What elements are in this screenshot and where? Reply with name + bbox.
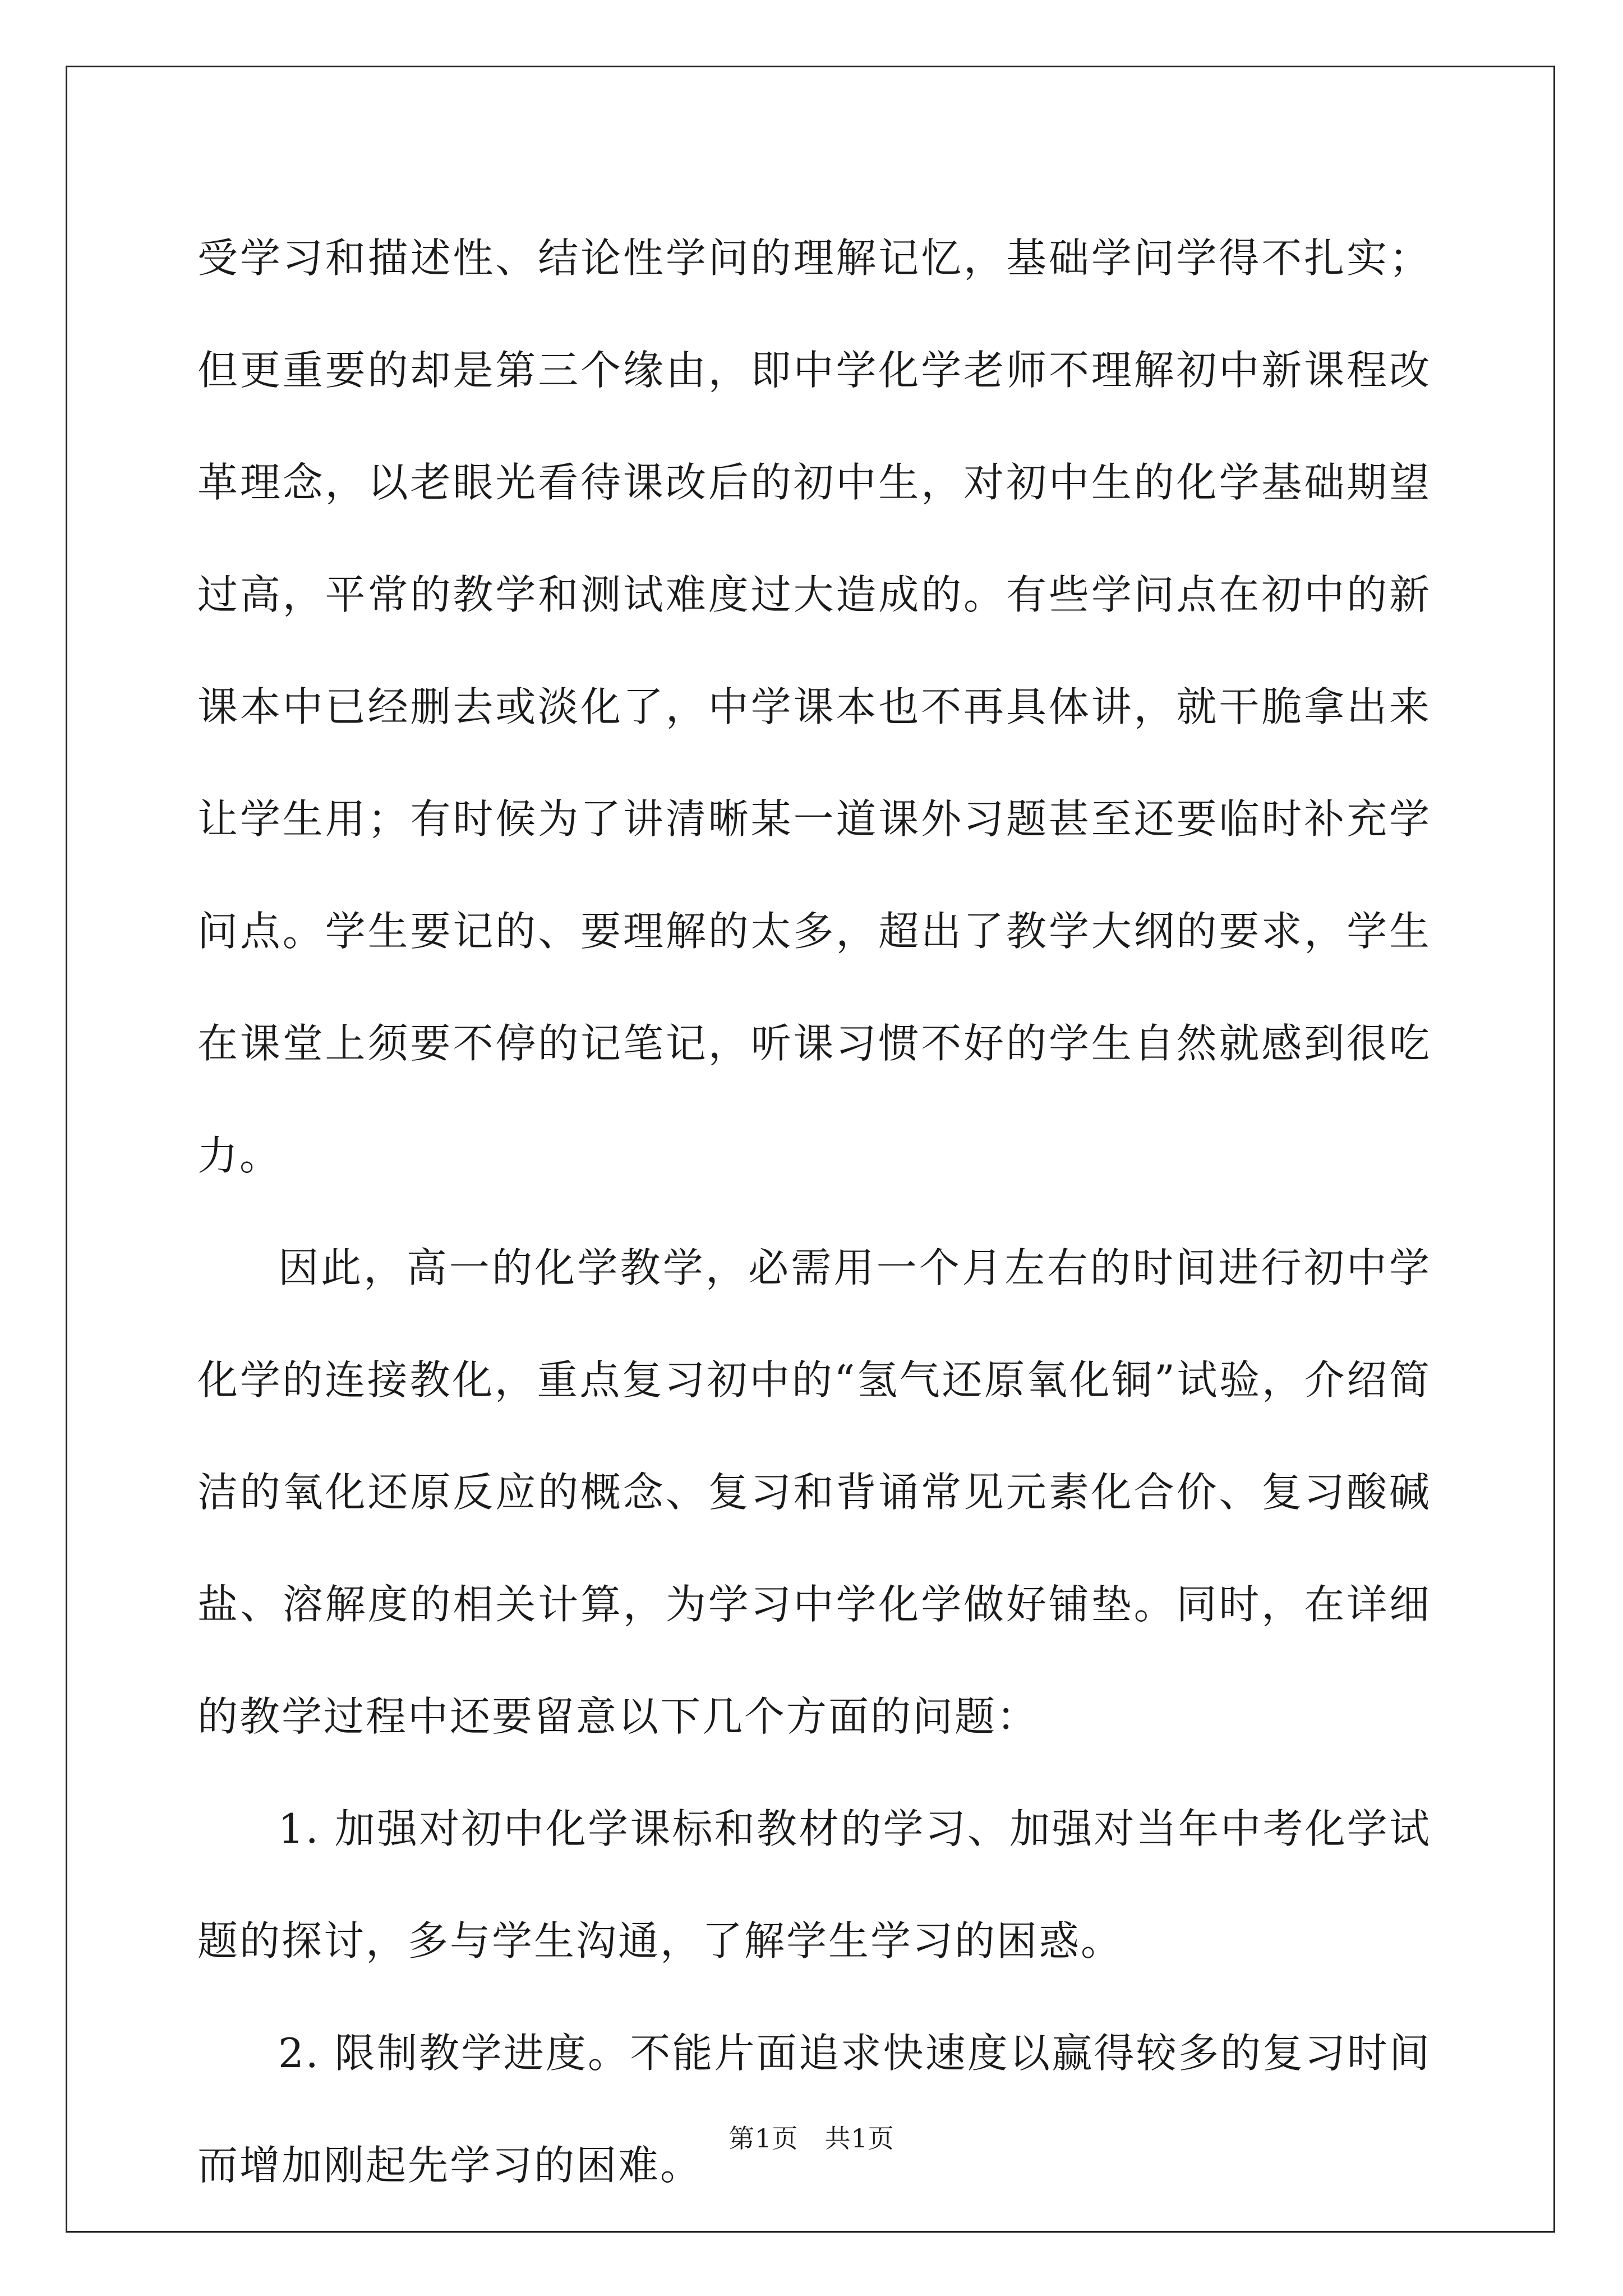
- document-body: [197, 202, 1431, 2221]
- paragraph-3: 1. 加强对初中化学课标和教材的学习、加强对当年中考化学试题的探讨，多与学生沟通，了解学生学习的困惑。: [197, 1805, 1431, 1964]
- paragraph-4: 2. 限制教学进度。不能片面追求快速度以赢得较多的复习时间而增加刚起先学习的困难。: [197, 2030, 1431, 2189]
- page-number-footer: 第1页 共1页: [728, 2123, 895, 2154]
- paragraph-2: 因此，高一的化学教学，必需用一个月左右的时间进行初中学化学的连接教化，重点复习初中的“氢气还原氧化铜”试验，介绍简洁的氧化还原反应的概念、复习和背诵常见元素化合价、复习酸碱盐、溶解度的相关计算，为学习中学化学做好铺垫。同时，在详细的教学过程中还要留意以下几个方面的问题：: [197, 1244, 1431, 1740]
- paragraph-1: 受学习和描述性、结论性学问的理解记忆，基础学问学得不扎实；但更重要的却是第三个缘由，即中学化学老师不理解初中新课程改革理念，以老眼光看待课改后的初中生，对初中生的化学基础期望过高，平常的教学和测试难度过大造成的。有些学问点在初中的新课本中已经删去或淡化了，中学课本也不再具体讲，就干脆拿出来让学生用；有时候为了讲清晰某一道课外习题甚至还要临时补充学问点。学生要记的、要理解的太多，超出了教学大纲的要求，学生在课堂上须要不停的记笔记，听课习惯不好的学生自然就感到很吃力。: [197, 234, 1431, 1179]
